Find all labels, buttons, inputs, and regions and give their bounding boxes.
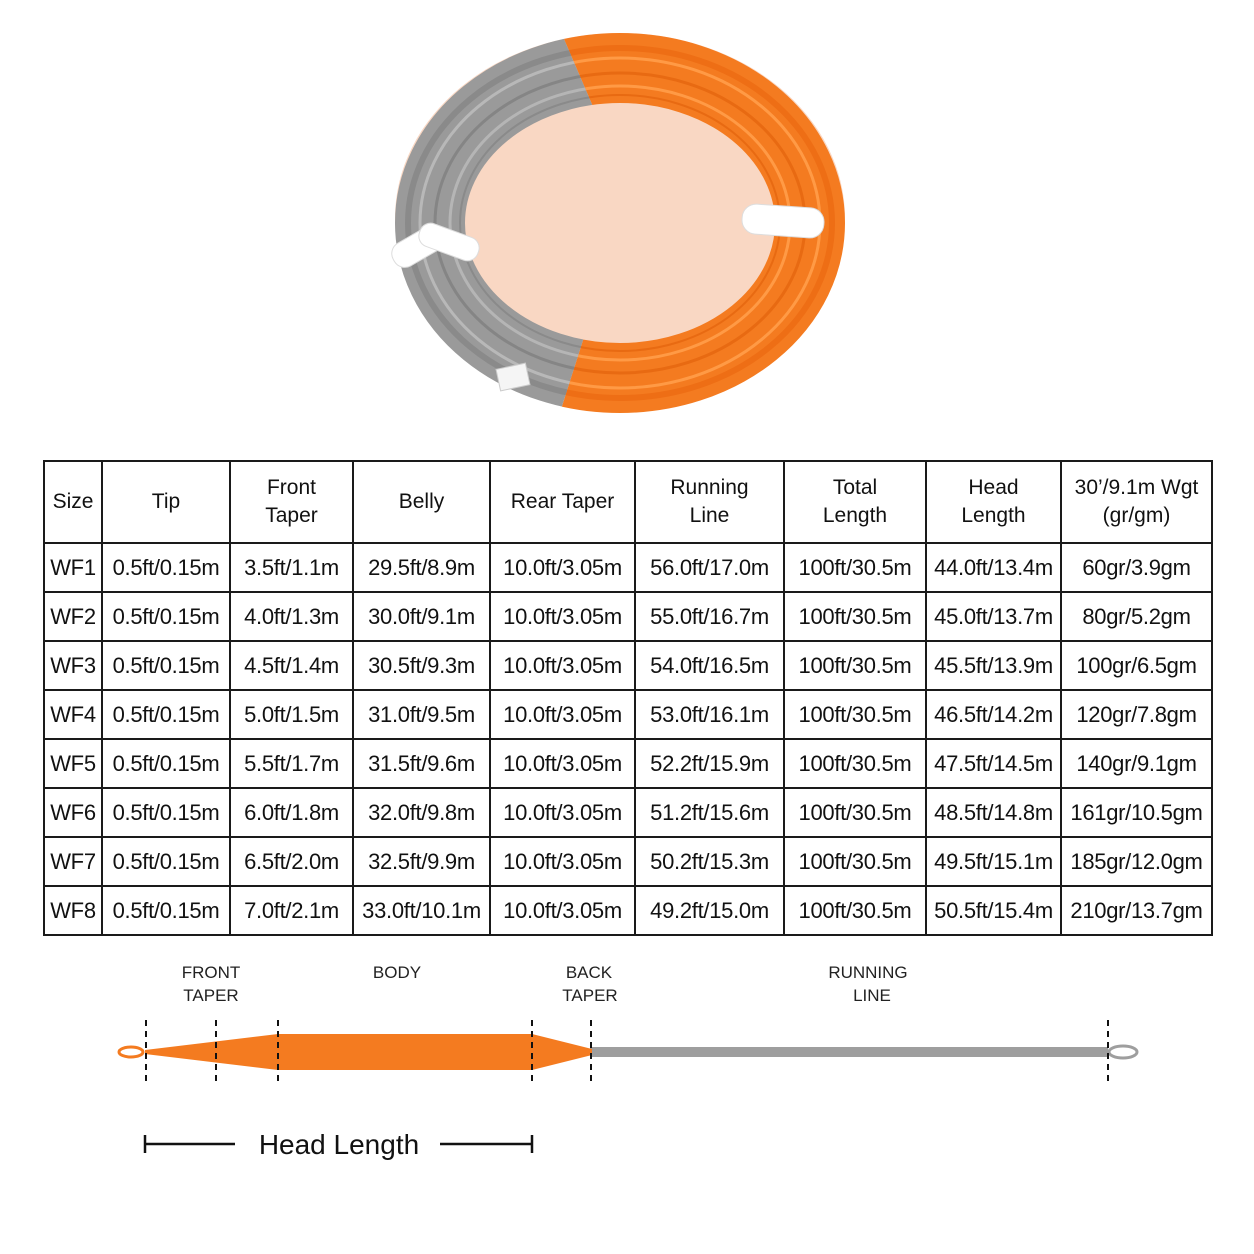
table-cell: 100ft/30.5m (784, 641, 926, 690)
back-taper-label: BACK (565, 963, 613, 982)
table-cell: 100ft/30.5m (784, 739, 926, 788)
table-cell: 48.5ft/14.8m (926, 788, 1061, 837)
table-cell: 10.0ft/3.05m (490, 788, 635, 837)
table-header-row (44, 461, 1212, 543)
fly-line-coil-image (380, 18, 860, 428)
size-cell: WF3 (44, 641, 102, 690)
table-cell: 100ft/30.5m (784, 788, 926, 837)
table-cell: 100ft/30.5m (784, 837, 926, 886)
table-cell: 100ft/30.5m (784, 886, 926, 935)
table-cell: 10.0ft/3.05m (490, 543, 635, 592)
table-cell: 29.5ft/8.9m (353, 543, 490, 592)
table-row (44, 739, 1212, 788)
table-cell: 100gr/6.5gm (1061, 641, 1212, 690)
table-cell: 44.0ft/13.4m (926, 543, 1061, 592)
table-cell: 10.0ft/3.05m (490, 690, 635, 739)
table-cell: 47.5ft/14.5m (926, 739, 1061, 788)
table-cell: 30.0ft/9.1m (353, 592, 490, 641)
table-cell: 31.0ft/9.5m (353, 690, 490, 739)
front-taper-label: FRONT (181, 963, 241, 982)
table-cell: 49.5ft/15.1m (926, 837, 1061, 886)
column-header: Head Length (926, 461, 1061, 543)
size-cell: WF4 (44, 690, 102, 739)
table-cell: 4.5ft/1.4m (230, 641, 353, 690)
table-cell: 0.5ft/0.15m (102, 788, 230, 837)
table-cell: 7.0ft/2.1m (230, 886, 353, 935)
front-taper-label-2: TAPER (183, 986, 239, 1005)
running-line-label: RUNNING (828, 963, 908, 982)
table-row (44, 592, 1212, 641)
table-cell: 0.5ft/0.15m (102, 837, 230, 886)
table-cell: 45.5ft/13.9m (926, 641, 1061, 690)
table-cell: 6.0ft/1.8m (230, 788, 353, 837)
body-label: BODY (372, 963, 422, 982)
table-cell: 31.5ft/9.6m (353, 739, 490, 788)
table-row (44, 837, 1212, 886)
column-header: Tip (102, 461, 230, 543)
table-cell: 52.2ft/15.9m (635, 739, 784, 788)
back-taper-label-2: TAPER (562, 986, 618, 1005)
column-header: Total Length (784, 461, 926, 543)
column-header: Size (44, 461, 102, 543)
table-cell: 120gr/7.8gm (1061, 690, 1212, 739)
size-cell: WF7 (44, 837, 102, 886)
table-cell: 32.0ft/9.8m (353, 788, 490, 837)
size-cell: WF2 (44, 592, 102, 641)
table-cell: 140gr/9.1gm (1061, 739, 1212, 788)
size-cell: WF6 (44, 788, 102, 837)
table-cell: 161gr/10.5gm (1061, 788, 1212, 837)
running-line-label-2: LINE (853, 986, 891, 1005)
table-cell: 10.0ft/3.05m (490, 739, 635, 788)
table-cell: 0.5ft/0.15m (102, 886, 230, 935)
table-cell: 210gr/13.7gm (1061, 886, 1212, 935)
table-cell: 54.0ft/16.5m (635, 641, 784, 690)
table-cell: 100ft/30.5m (784, 592, 926, 641)
running-line-segment (590, 1047, 1108, 1057)
table-cell: 33.0ft/10.1m (353, 886, 490, 935)
table-cell: 3.5ft/1.1m (230, 543, 353, 592)
table-cell: 10.0ft/3.05m (490, 641, 635, 690)
table-cell: 10.0ft/3.05m (490, 886, 635, 935)
table-row (44, 641, 1212, 690)
table-cell: 6.5ft/2.0m (230, 837, 353, 886)
head-length-label: Head Length (258, 1129, 420, 1160)
head-taper-shape (145, 1034, 592, 1070)
table-row (44, 788, 1212, 837)
column-header: Running Line (635, 461, 784, 543)
table-cell: 80gr/5.2gm (1061, 592, 1212, 641)
table-cell: 10.0ft/3.05m (490, 592, 635, 641)
size-cell: WF8 (44, 886, 102, 935)
fly-line-spec-table (43, 460, 1213, 936)
front-loop-icon (119, 1047, 143, 1057)
table-cell: 0.5ft/0.15m (102, 592, 230, 641)
column-header: Belly (353, 461, 490, 543)
table-cell: 0.5ft/0.15m (102, 641, 230, 690)
table-cell: 185gr/12.0gm (1061, 837, 1212, 886)
table-cell: 51.2ft/15.6m (635, 788, 784, 837)
table-cell: 49.2ft/15.0m (635, 886, 784, 935)
table-cell: 0.5ft/0.15m (102, 739, 230, 788)
table-cell: 4.0ft/1.3m (230, 592, 353, 641)
table-row (44, 690, 1212, 739)
table-cell: 32.5ft/9.9m (353, 837, 490, 886)
table-cell: 30.5ft/9.3m (353, 641, 490, 690)
size-cell: WF1 (44, 543, 102, 592)
table-cell: 0.5ft/0.15m (102, 690, 230, 739)
table-row (44, 886, 1212, 935)
table-cell: 46.5ft/14.2m (926, 690, 1061, 739)
table-row (44, 543, 1212, 592)
fly-line-taper-diagram (100, 950, 1160, 1170)
column-header: 30’/9.1m Wgt (gr/gm) (1061, 461, 1212, 543)
table-cell: 53.0ft/16.1m (635, 690, 784, 739)
table-cell: 56.0ft/17.0m (635, 543, 784, 592)
rear-loop-icon (1109, 1046, 1137, 1058)
column-header: Rear Taper (490, 461, 635, 543)
column-header: Front Taper (230, 461, 353, 543)
table-cell: 100ft/30.5m (784, 543, 926, 592)
table-cell: 0.5ft/0.15m (102, 543, 230, 592)
table-cell: 5.0ft/1.5m (230, 690, 353, 739)
table-cell: 60gr/3.9gm (1061, 543, 1212, 592)
table-cell: 100ft/30.5m (784, 690, 926, 739)
table-cell: 50.2ft/15.3m (635, 837, 784, 886)
table-cell: 5.5ft/1.7m (230, 739, 353, 788)
table-cell: 45.0ft/13.7m (926, 592, 1061, 641)
size-cell: WF5 (44, 739, 102, 788)
table-cell: 10.0ft/3.05m (490, 837, 635, 886)
table-cell: 55.0ft/16.7m (635, 592, 784, 641)
table-cell: 50.5ft/15.4m (926, 886, 1061, 935)
